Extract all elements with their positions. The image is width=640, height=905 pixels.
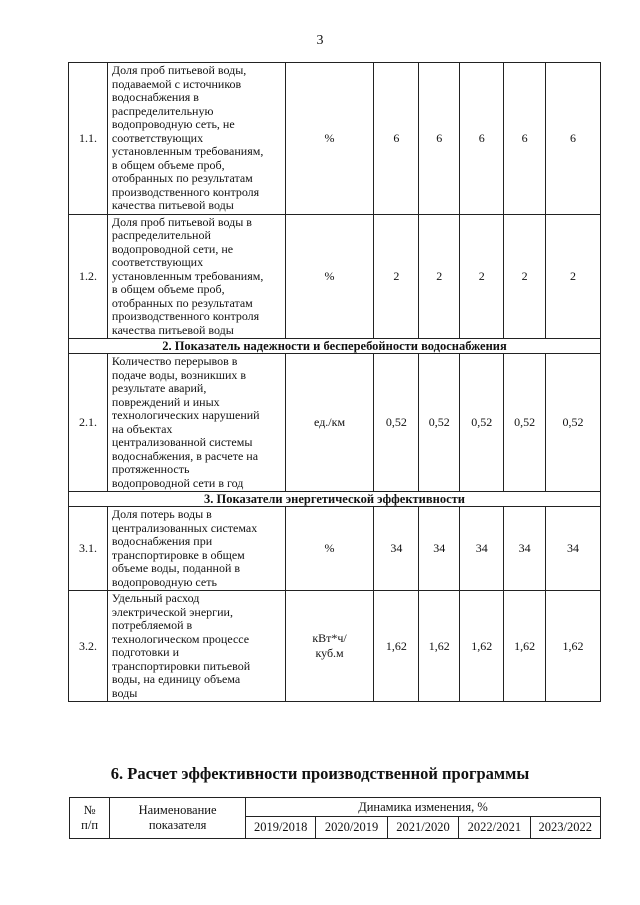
row-number: 3.1. — [69, 507, 108, 591]
header-year: 2021/2020 — [387, 817, 458, 839]
indicator-name-line: водопроводной сети в год — [111, 475, 244, 490]
year-value: 2 — [460, 214, 504, 339]
year-value: 2 — [546, 214, 601, 339]
indicator-name-line: централизованной системы — [111, 435, 253, 449]
indicator-name-line: водопроводной сети, не — [111, 241, 234, 256]
year-value: 2 — [374, 214, 419, 339]
indicator-name-line: отобранных по результатам — [111, 295, 253, 310]
indicator-name-line: водопроводную сеть, не — [111, 117, 235, 131]
indicator-name-line: транспортировке в общем — [111, 547, 245, 562]
unit-line: куб.м — [315, 646, 344, 660]
indicator-name-line: производственного контроля — [111, 309, 260, 323]
indicator-name-line: Доля проб питьевой воды в — [111, 214, 252, 229]
year-value: 0,52 — [546, 354, 601, 492]
year-value: 0,52 — [460, 354, 504, 492]
indicator-name-line: соответствующих — [111, 255, 204, 269]
header-num-line: № — [83, 803, 96, 817]
year-value: 6 — [419, 63, 460, 215]
year-value: 6 — [374, 63, 419, 215]
year-value: 34 — [374, 507, 419, 591]
section-title: 3. Показатели энергетической эффективности — [69, 492, 601, 507]
indicator-name-line: технологических нарушений — [111, 408, 260, 422]
table-row — [69, 354, 601, 492]
unit — [285, 507, 374, 591]
year-value: 2 — [419, 214, 460, 339]
efficiency-table — [69, 797, 601, 839]
indicator-name-line: на объектах — [111, 421, 173, 436]
unit — [285, 354, 374, 492]
row-number: 1.1. — [69, 63, 108, 215]
table-row — [69, 507, 601, 591]
indicator-name — [107, 214, 285, 339]
year-value: 0,52 — [504, 354, 546, 492]
header-dynamics: Динамика изменения, % — [245, 798, 600, 817]
header-year: 2019/2018 — [245, 817, 315, 839]
indicator-name-line: объеме воды, поданной в — [111, 561, 241, 575]
indicator-name-line: установленным требованиям, — [111, 144, 264, 158]
header-name-line: Наименование — [138, 803, 217, 817]
indicator-name-line: Удельный расход — [111, 591, 200, 605]
header-name — [110, 798, 246, 839]
indicator-name-line: воды, на единицу объема — [111, 672, 241, 686]
indicator-name-line: подаче воды, возникших в — [111, 367, 247, 382]
table-row — [69, 591, 601, 702]
table-row — [69, 214, 601, 339]
indicator-name-line: водопроводную сеть — [111, 574, 217, 589]
indicator-name-line: потребляемой в — [111, 618, 193, 632]
indicator-name-line: установленным требованиям, — [111, 268, 264, 283]
section-heading: 6. Расчет эффективности производственной программы — [110, 764, 530, 783]
year-value: 1,62 — [546, 591, 601, 702]
year-value: 6 — [504, 63, 546, 215]
indicator-name-line: отобранных по результатам — [111, 171, 253, 185]
year-value: 1,62 — [419, 591, 460, 702]
year-value: 2 — [504, 214, 546, 339]
row-number: 1.2. — [69, 214, 108, 339]
page-number: 3 — [316, 33, 324, 48]
header-num — [70, 798, 110, 839]
year-value: 1,62 — [504, 591, 546, 702]
header-year: 2022/2021 — [459, 817, 530, 839]
indicator-name-line: результате аварий, — [111, 381, 207, 395]
row-number: 3.2. — [69, 591, 108, 702]
year-value: 6 — [546, 63, 601, 215]
indicators-table — [68, 62, 601, 702]
header-year: 2023/2022 — [530, 817, 600, 839]
year-value: 1,62 — [460, 591, 504, 702]
indicator-name-line: транспортировки питьевой — [111, 658, 251, 673]
unit-line: кВт*ч/ — [312, 631, 347, 645]
indicator-name-line: Доля потерь воды в — [111, 507, 212, 521]
year-value: 34 — [460, 507, 504, 591]
header-year: 2020/2019 — [316, 817, 387, 839]
indicator-name-line: Количество перерывов в — [111, 354, 238, 368]
unit-line: % — [324, 130, 335, 145]
indicator-name-line: подготовки и — [111, 645, 179, 659]
year-value: 1,62 — [374, 591, 419, 702]
row-number: 2.1. — [69, 354, 108, 492]
year-value: 0,52 — [419, 354, 460, 492]
unit — [285, 214, 374, 339]
indicator-name — [107, 63, 285, 215]
indicator-name-line: электрической энергии, — [111, 604, 233, 619]
indicator-name — [107, 354, 285, 492]
indicator-name-line: водоснабжения при — [111, 534, 213, 548]
year-value: 6 — [460, 63, 504, 215]
year-value: 34 — [546, 507, 601, 591]
indicator-name-line: в общем объеме проб, — [111, 157, 225, 172]
section-row — [69, 492, 601, 507]
unit-line: ед./км — [314, 415, 346, 429]
indicator-name-line: водоснабжения, в расчете на — [111, 448, 259, 463]
table-row — [69, 63, 601, 215]
indicator-name-line: в общем объеме проб, — [111, 282, 225, 296]
year-value: 0,52 — [374, 354, 419, 492]
unit — [285, 591, 374, 702]
indicator-name-line: качества питьевой воды — [111, 198, 234, 212]
indicator-name — [107, 507, 285, 591]
unit-line: % — [324, 541, 335, 555]
indicator-name-line: подаваемой с источников — [111, 76, 242, 91]
unit-line: % — [324, 268, 335, 283]
indicator-name-line: соответствующих — [111, 130, 204, 145]
indicator-name-line: распределительной — [111, 228, 211, 242]
unit — [285, 63, 374, 215]
indicator-name-line: централизованных системах — [111, 520, 258, 535]
indicator-name-line: Доля проб питьевой воды, — [111, 63, 247, 77]
indicator-name-line: воды — [111, 685, 138, 700]
indicator-name — [107, 591, 285, 702]
indicator-name-line: повреждений и иных — [111, 394, 220, 409]
indicator-name-line: распределительную — [111, 103, 214, 118]
section-row — [69, 339, 601, 354]
indicator-name-line: водоснабжения в — [111, 90, 199, 104]
indicator-name-line: протяженность — [111, 462, 190, 476]
indicator-name-line: качества питьевой воды — [111, 322, 234, 337]
section-title: 2. Показатель надежности и бесперебойности водоснабжения — [69, 339, 601, 354]
year-value: 34 — [504, 507, 546, 591]
year-value: 34 — [419, 507, 460, 591]
header-num-line: п/п — [81, 818, 99, 832]
indicator-name-line: технологическом процессе — [111, 631, 250, 646]
header-name-line: показателя — [148, 818, 207, 832]
indicator-name-line: производственного контроля — [111, 184, 260, 199]
